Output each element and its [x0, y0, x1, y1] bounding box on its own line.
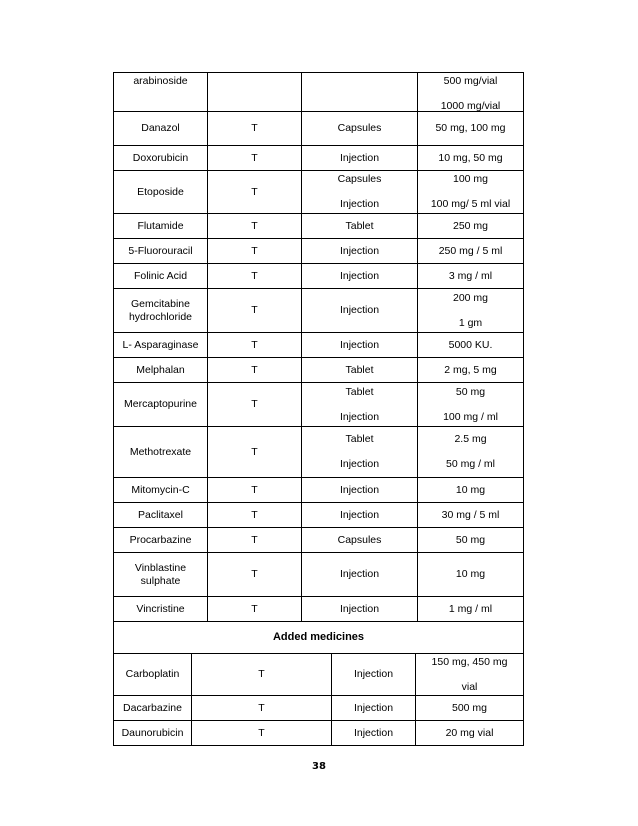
strength: 500 mg/vial: [443, 75, 498, 87]
dosage-form-cell: [302, 146, 418, 170]
dosage-form: Tablet: [345, 385, 374, 398]
dosage-form: Injection: [339, 568, 380, 580]
medicine-name-cell: Doxorubicin: [114, 146, 208, 170]
table-row: [113, 528, 524, 553]
strength: 5000 KU.: [448, 338, 493, 351]
dosage-form-cell: [332, 696, 416, 720]
dosage-form: Capsules: [337, 173, 382, 185]
table-row: [113, 239, 524, 264]
strength: 10 mg: [455, 483, 486, 496]
dosage-form-cell: [302, 383, 418, 426]
medicines-table: [113, 72, 524, 746]
strength: 100 mg / ml: [443, 410, 498, 423]
medicine-name-cell: arabinoside: [114, 73, 208, 111]
dosage-form: Injection: [339, 269, 380, 282]
strength: 20 mg vial: [445, 726, 494, 739]
table-row: [113, 112, 524, 146]
table-row: [113, 721, 524, 746]
table-row: [113, 503, 524, 528]
strength-cell: [418, 289, 523, 332]
strength: 1000 mg/vial: [440, 100, 501, 112]
section-header-row: [113, 622, 524, 654]
medicines-table-section-2: [113, 654, 524, 746]
medicine-name-cell: Vincristine: [114, 597, 208, 621]
table-row: [113, 553, 524, 597]
table-row: [113, 72, 524, 112]
medicine-name-cell: Carboplatin: [114, 654, 192, 695]
strength: 250 mg: [452, 219, 489, 232]
strength: vial: [461, 680, 478, 693]
strength: 50 mg, 100 mg: [435, 122, 506, 134]
strength-cell: [418, 112, 523, 145]
strength-cell: [418, 478, 523, 502]
level-cell: T: [208, 112, 302, 145]
dosage-form-cell: [302, 73, 418, 111]
dosage-form: Injection: [339, 508, 380, 521]
strength-cell: [416, 696, 523, 720]
dosage-form: Injection: [339, 458, 380, 470]
strength-cell: [418, 239, 523, 263]
medicine-name-cell: Methotrexate: [114, 427, 208, 477]
table-row: [113, 289, 524, 333]
level-cell: T: [208, 383, 302, 426]
medicine-name-cell: Mitomycin-C: [114, 478, 208, 502]
dosage-form: Tablet: [345, 363, 374, 376]
dosage-form: Injection: [339, 244, 380, 257]
dosage-form-cell: [302, 358, 418, 382]
dosage-form-cell: [302, 553, 418, 596]
strength-cell: [416, 654, 523, 695]
strength: 1 gm: [458, 316, 483, 329]
medicine-name-cell: Flutamide: [114, 214, 208, 238]
table-row: [113, 427, 524, 478]
strength: 3 mg / ml: [448, 269, 493, 282]
level-cell: T: [208, 503, 302, 527]
medicines-table-section-1: [113, 72, 524, 622]
strength-cell: [418, 597, 523, 621]
dosage-form: Injection: [339, 198, 380, 210]
dosage-form: Injection: [353, 726, 394, 739]
level-cell: T: [192, 721, 332, 745]
level-cell: T: [208, 146, 302, 170]
strength: 10 mg, 50 mg: [438, 151, 503, 164]
dosage-form: Injection: [339, 304, 380, 316]
dosage-form: Tablet: [345, 433, 374, 445]
strength-cell: [418, 171, 523, 213]
table-row: [113, 171, 524, 214]
dosage-form-cell: [302, 427, 418, 477]
table-row: [113, 654, 524, 696]
medicine-name-cell: Etoposide: [114, 171, 208, 213]
strength: 500 mg: [451, 701, 488, 714]
level-cell: T: [208, 289, 302, 332]
strength: 250 mg / 5 ml: [438, 244, 503, 257]
strength-cell: [418, 528, 523, 552]
dosage-form: Injection: [339, 602, 380, 615]
strength-cell: [418, 73, 523, 111]
section-header: Added medicines: [272, 631, 365, 643]
dosage-form-cell: [302, 264, 418, 288]
dosage-form: Injection: [353, 701, 394, 714]
level-cell: [208, 73, 302, 111]
table-row: [113, 358, 524, 383]
dosage-form-cell: [332, 721, 416, 745]
strength: 50 mg: [455, 533, 486, 546]
strength-cell: [416, 721, 523, 745]
medicine-name-cell: Folinic Acid: [114, 264, 208, 288]
dosage-form: Injection: [339, 151, 380, 164]
table-row: [113, 333, 524, 358]
medicine-name-cell: Dacarbazine: [114, 696, 192, 720]
strength-cell: [418, 427, 523, 477]
medicine-name-cell: Procarbazine: [114, 528, 208, 552]
strength: 50 mg: [455, 385, 486, 398]
strength-cell: [418, 333, 523, 357]
table-row: [113, 146, 524, 171]
strength-cell: [418, 214, 523, 238]
medicine-name-cell: Paclitaxel: [114, 503, 208, 527]
page-number: 38: [312, 761, 326, 772]
strength: 50 mg / ml: [445, 458, 495, 470]
table-row: [113, 696, 524, 721]
strength: 100 mg/ 5 ml vial: [430, 198, 511, 210]
strength-cell: [418, 553, 523, 596]
medicine-name-cell: L- Asparaginase: [114, 333, 208, 357]
table-row: [113, 264, 524, 289]
strength-cell: [418, 264, 523, 288]
level-cell: T: [208, 553, 302, 596]
dosage-form: Injection: [339, 338, 380, 351]
strength: 30 mg / 5 ml: [441, 508, 500, 521]
dosage-form: Capsules: [337, 122, 382, 134]
dosage-form: Capsules: [337, 533, 382, 546]
strength: 100 mg: [452, 173, 489, 185]
level-cell: T: [208, 478, 302, 502]
medicine-name-cell: Danazol: [114, 112, 208, 145]
strength-cell: [418, 146, 523, 170]
level-cell: T: [208, 427, 302, 477]
dosage-form-cell: [302, 478, 418, 502]
strength-cell: [418, 503, 523, 527]
medicine-name-cell: Daunorubicin: [114, 721, 192, 745]
level-cell: T: [208, 264, 302, 288]
level-cell: T: [192, 696, 332, 720]
strength: 150 mg, 450 mg: [431, 655, 508, 668]
level-cell: T: [208, 214, 302, 238]
strength: 200 mg: [452, 291, 489, 304]
level-cell: T: [208, 597, 302, 621]
dosage-form-cell: [302, 528, 418, 552]
dosage-form-cell: [302, 112, 418, 145]
strength: 2.5 mg: [454, 433, 487, 445]
dosage-form: Injection: [353, 668, 394, 680]
medicine-name-cell: Melphalan: [114, 358, 208, 382]
level-cell: T: [208, 239, 302, 263]
table-row: [113, 214, 524, 239]
dosage-form-cell: [302, 214, 418, 238]
level-cell: T: [208, 333, 302, 357]
level-cell: T: [208, 528, 302, 552]
table-row: [113, 478, 524, 503]
level-cell: T: [192, 654, 332, 695]
strength: 10 mg: [455, 568, 486, 580]
table-row: [113, 597, 524, 622]
dosage-form: Injection: [339, 483, 380, 496]
dosage-form-cell: [332, 654, 416, 695]
dosage-form-cell: [302, 289, 418, 332]
table-row: [113, 383, 524, 427]
strength-cell: [418, 383, 523, 426]
dosage-form: Tablet: [345, 219, 374, 232]
dosage-form-cell: [302, 597, 418, 621]
medicine-name-cell: Gemcitabine hydrochloride: [114, 289, 208, 332]
medicine-name-cell: Vinblastine sulphate: [114, 553, 208, 596]
dosage-form-cell: [302, 333, 418, 357]
dosage-form-cell: [302, 503, 418, 527]
dosage-form-cell: [302, 171, 418, 213]
level-cell: T: [208, 171, 302, 213]
strength: 2 mg, 5 mg: [444, 363, 497, 376]
dosage-form: Injection: [339, 410, 380, 423]
strength-cell: [418, 358, 523, 382]
medicine-name-cell: Mercaptopurine: [114, 383, 208, 426]
medicine-name-cell: 5-Fluorouracil: [114, 239, 208, 263]
dosage-form-cell: [302, 239, 418, 263]
level-cell: T: [208, 358, 302, 382]
strength: 1 mg / ml: [448, 602, 493, 615]
